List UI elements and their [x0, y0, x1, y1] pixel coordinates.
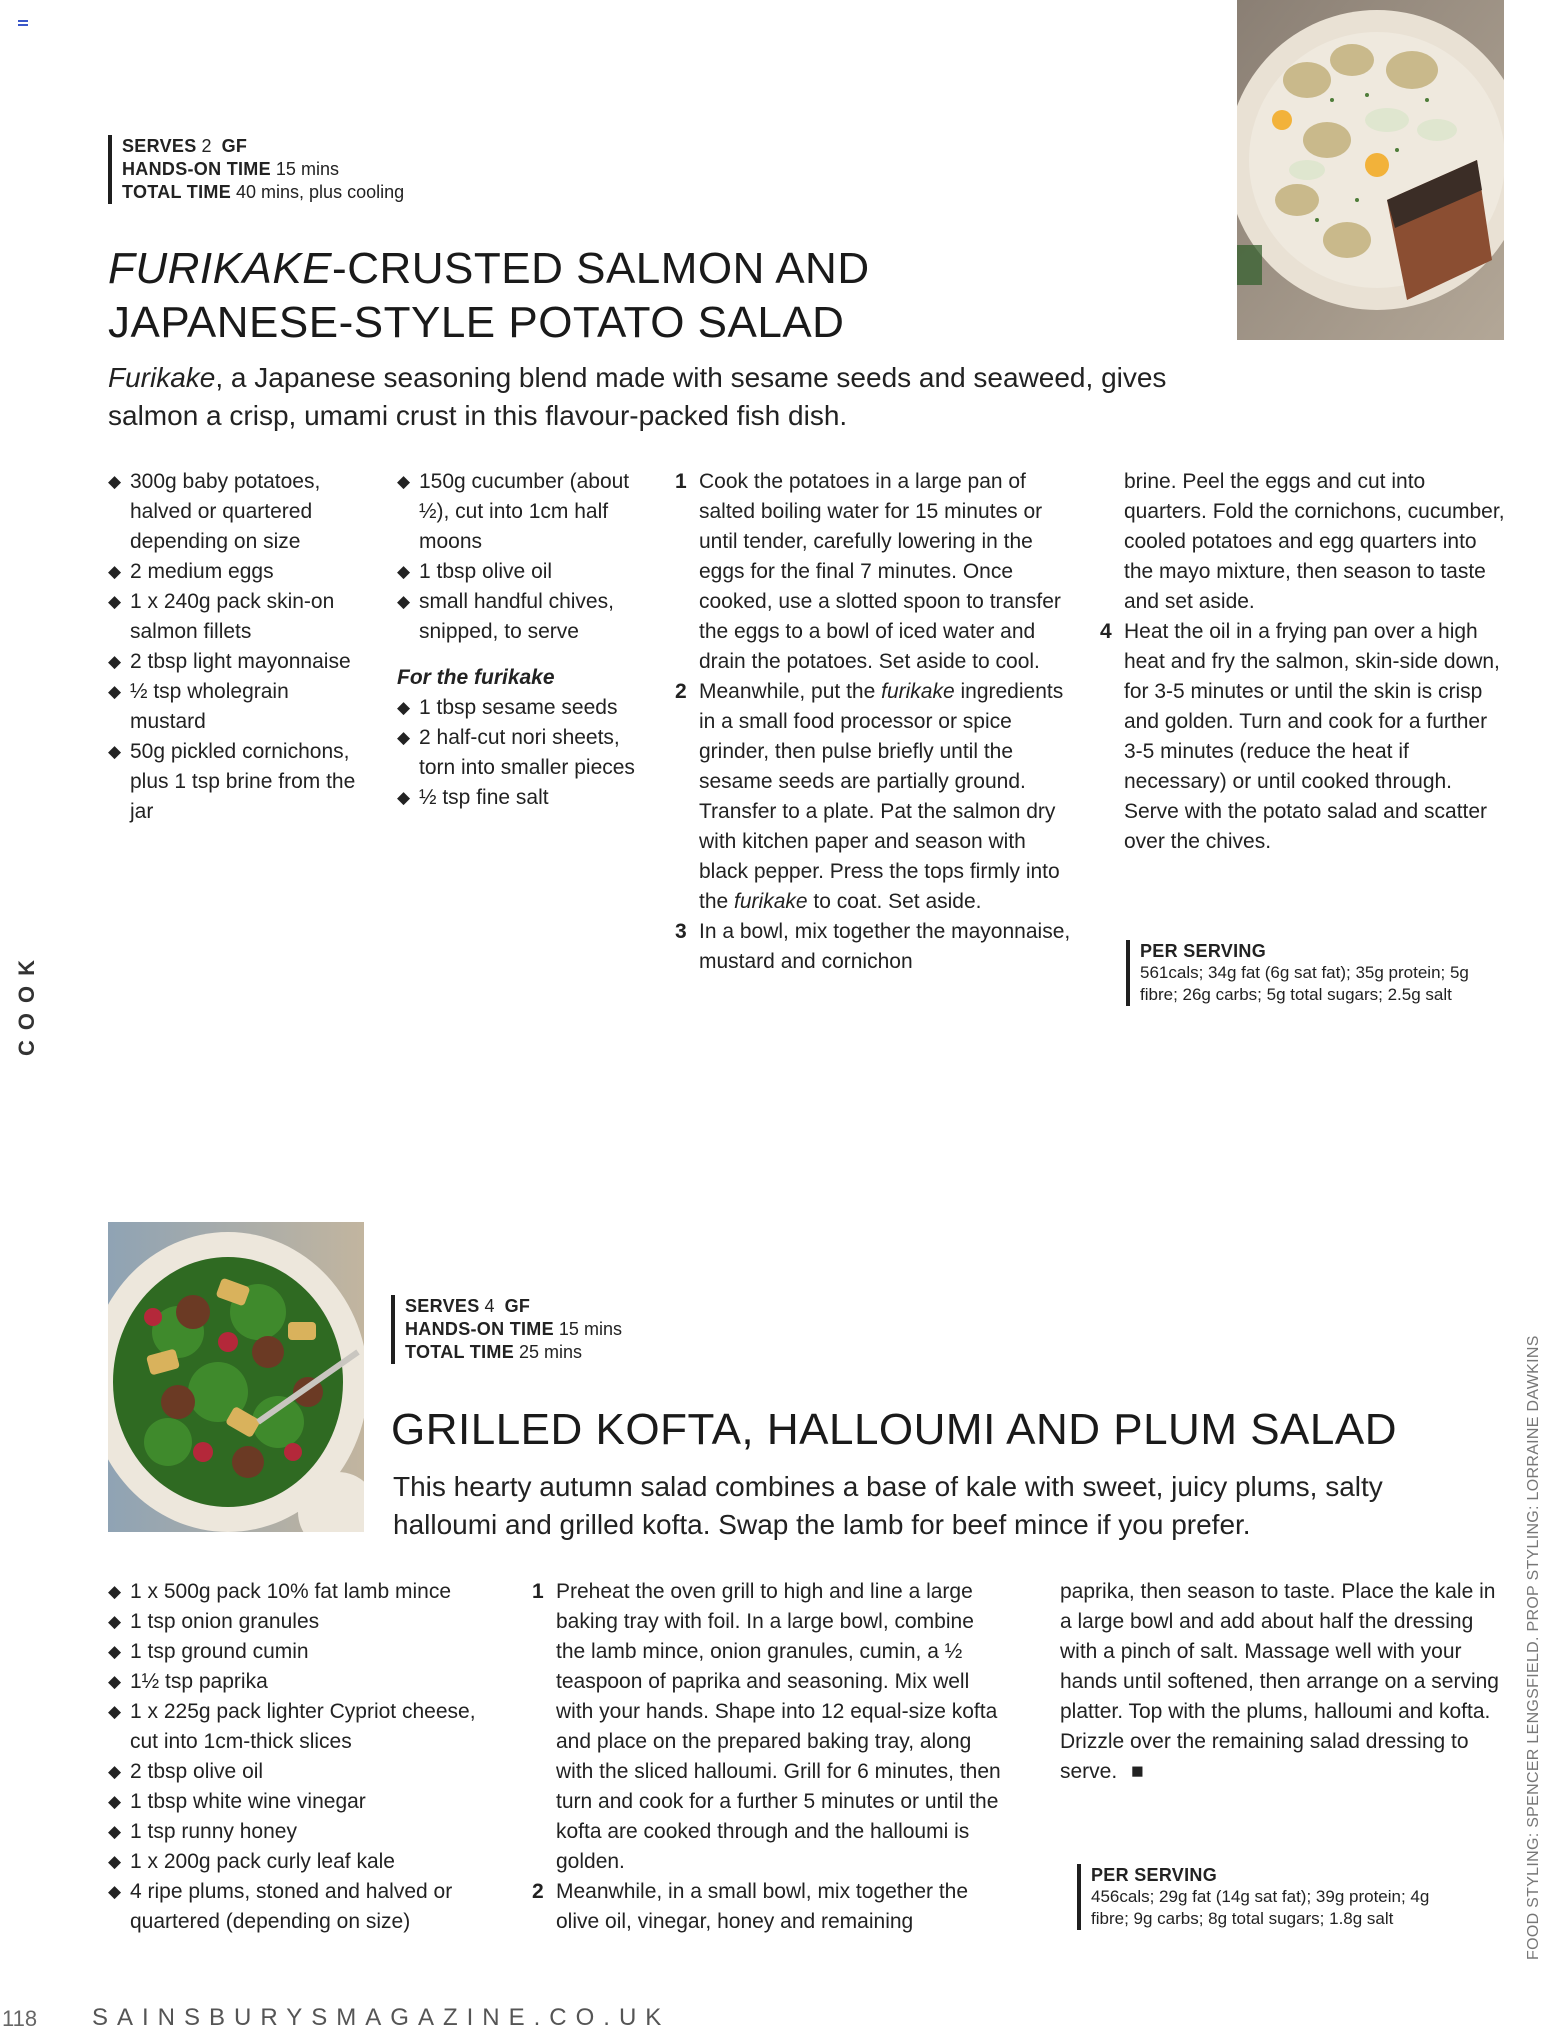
method-step-continued: paprika, then season to taste. Place the kale in a large bowl and add about half the dressing with a pinch of salt. Massage well with your hands until softened, then arrange on a serving platter. Top with the plums, halloumi and kofta. Drizzle over the remaining salad dressing to serve. — [1060, 1580, 1499, 1783]
ingredient-item: ◆ 50g pickled cornichons, plus 1 tsp brine from the jar — [108, 737, 363, 827]
kofta-halloumi-salad-photo — [108, 1222, 364, 1532]
website-url[interactable]: SAINSBURYSMAGAZINE.CO.UK — [92, 2004, 671, 2031]
ingredient-item: ◆ 2 half-cut nori sheets, torn into smaller pieces — [397, 723, 657, 783]
method-step: 4 Heat the oil in a frying pan over a high heat and fry the salmon, skin-side down, for 3-5 minutes or until the skin is crisp and golden. Turn and cook for a further 3-5 minutes (reduce the heat if necessary) or until cooked through. Serve with the potato salad and scatter over the chives. — [1100, 620, 1500, 853]
recipe1-method-col1 — [675, 467, 1075, 977]
recipe1-title: FURIKAKE-CRUSTED SALMON AND JAPANESE-STYLE POTATO SALAD — [108, 244, 870, 347]
ingredient-item: ◆ 4 ripe plums, stoned and halved or quartered (depending on size) — [108, 1877, 508, 1937]
method-step: 2 Meanwhile, in a small bowl, mix together the olive oil, vinegar, honey and remaining — [532, 1880, 969, 1933]
ingredient-item: ◆ 1 x 200g pack curly leaf kale — [108, 1847, 508, 1877]
ingredient-item: ◆ 1 tsp onion granules — [108, 1607, 508, 1637]
ingredient-item: ◆ 1 x 240g pack skin-on salmon fillets — [108, 587, 363, 647]
styling-credit: FOOD STYLING: SPENCER LENGSFIELD. PROP STYLING: LORRAINE DAWKINS — [1525, 1335, 1542, 1960]
ingredient-item: ◆ 1½ tsp paprika — [108, 1667, 508, 1697]
recipe1-ingredients-col1 — [108, 467, 363, 827]
ingredient-item: ◆ ½ tsp fine salt — [397, 783, 657, 813]
page-number: 118 — [2, 2006, 38, 2031]
recipe2-per-serving — [1077, 1864, 1431, 1930]
recipe2-ingredients — [108, 1577, 508, 1937]
salmon-potato-salad-photo — [1237, 0, 1504, 340]
ingredient-item: ◆ 2 tbsp olive oil — [108, 1757, 508, 1787]
ingredient-item: ◆ 300g baby potatoes, halved or quartered depending on size — [108, 467, 363, 557]
recipe1-handson-time: HANDS-ON TIME 15 mins — [122, 159, 339, 179]
nutrition-info: 456cals; 29g fat (14g sat fat); 39g protein; 4g fibre; 9g carbs; 8g total sugars; 1.8g salt — [1091, 1887, 1430, 1928]
method-step: 3 In a bowl, mix together the mayonnaise, mustard and cornichon — [675, 920, 1071, 973]
recipe1-meta — [108, 135, 562, 204]
method-step-continued: brine. Peel the eggs and cut into quarters. Fold the cornichons, cucumber, cooled potatoes and egg quarters into the mayo mixture, then season to taste and set aside. — [1124, 470, 1505, 613]
ingredient-item: ◆ small handful chives, snipped, to serve — [397, 587, 657, 647]
ingredient-item: ◆ 1 tbsp white wine vinegar — [108, 1787, 508, 1817]
ingredient-item: ◆ 1 tsp runny honey — [108, 1817, 508, 1847]
recipe2-method-col2 — [1060, 1577, 1505, 1787]
ingredient-item: ◆ 1 tbsp sesame seeds — [397, 693, 657, 723]
recipe1-per-serving — [1126, 940, 1470, 1006]
ingredient-item: ◆ 2 medium eggs — [108, 557, 363, 587]
recipe2-total-time: TOTAL TIME 25 mins — [405, 1342, 583, 1362]
recipe1-intro: Furikake, a Japanese seasoning blend made with sesame seeds and seaweed, gives salmon a crisp, umami crust in this flavour-packed fish dish. — [108, 362, 1167, 431]
ingredient-item: ◆ 1 tsp ground cumin — [108, 1637, 508, 1667]
ingredient-item: ◆ ½ tsp wholegrain mustard — [108, 677, 363, 737]
per-serving-heading: PER SERVING — [1140, 941, 1267, 961]
ingredient-item: ◆ 1 x 225g pack lighter Cypriot cheese, cut into 1cm-thick slices — [108, 1697, 508, 1757]
recipe1-total-time: TOTAL TIME 40 mins, plus cooling — [122, 182, 405, 202]
furikake-subheading: For the furikake — [397, 666, 555, 689]
end-mark: ■ — [1131, 1760, 1144, 1783]
recipe2-serves: SERVES 4 GF — [405, 1296, 531, 1316]
recipe2-meta — [391, 1295, 845, 1364]
recipe1-method-col2 — [1100, 467, 1510, 857]
method-step: 2 Meanwhile, put the furikake ingredients in a small food processor or spice grinder, then pulse briefly until the sesame seeds are partially ground. Transfer to a plate. Pat the salmon dry with kitchen paper and season with black pepper. Press the tops firmly into the furikake to coat. Set aside. — [675, 680, 1064, 913]
recipe2-handson-time: HANDS-ON TIME 15 mins — [405, 1319, 622, 1339]
recipe2-method-col1 — [532, 1577, 1002, 1937]
recipe2-title: GRILLED KOFTA, HALLOUMI AND PLUM SALAD — [391, 1405, 1397, 1454]
ingredient-item: ◆ 150g cucumber (about ½), cut into 1cm half moons — [397, 467, 657, 557]
method-step: 1 Cook the potatoes in a large pan of salted boiling water for 15 minutes or until tender, carefully lowering in the eggs for the final 7 minutes. Once cooked, use a slotted spoon to transfer the eggs to a bowl of iced water and drain the potatoes. Set aside to cool. — [675, 470, 1061, 673]
ingredient-item: ◆ 1 tbsp olive oil — [397, 557, 657, 587]
recipe1-ingredients-col2 — [397, 467, 657, 813]
corner-marker — [18, 20, 28, 26]
recipe1-serves: SERVES 2 GF — [122, 136, 248, 156]
nutrition-info: 561cals; 34g fat (6g sat fat); 35g protein; 5g fibre; 26g carbs; 5g total sugars; 2.5g salt — [1140, 963, 1469, 1004]
per-serving-heading: PER SERVING — [1091, 1865, 1218, 1885]
recipe2-intro: This hearty autumn salad combines a base of kale with sweet, juicy plums, salty halloumi and grilled kofta. Swap the lamb for beef mince if you prefer. — [393, 1471, 1383, 1540]
ingredient-item: ◆ 1 x 500g pack 10% fat lamb mince — [108, 1577, 508, 1607]
ingredient-item: ◆ 2 tbsp light mayonnaise — [108, 647, 363, 677]
method-step: 1 Preheat the oven grill to high and line a large baking tray with foil. In a large bowl, combine the lamb mince, onion granules, cumin, a ½ teaspoon of paprika and seasoning. Mix well with your hands. Shape into 12 equal-size kofta and place on the prepared baking tray, along with the sliced halloumi. Grill for 6 minutes, then turn and cook for a further 5 minutes or until the kofta are cooked through and the halloumi is golden. — [532, 1580, 1001, 1873]
section-label: COOK — [14, 950, 39, 1056]
